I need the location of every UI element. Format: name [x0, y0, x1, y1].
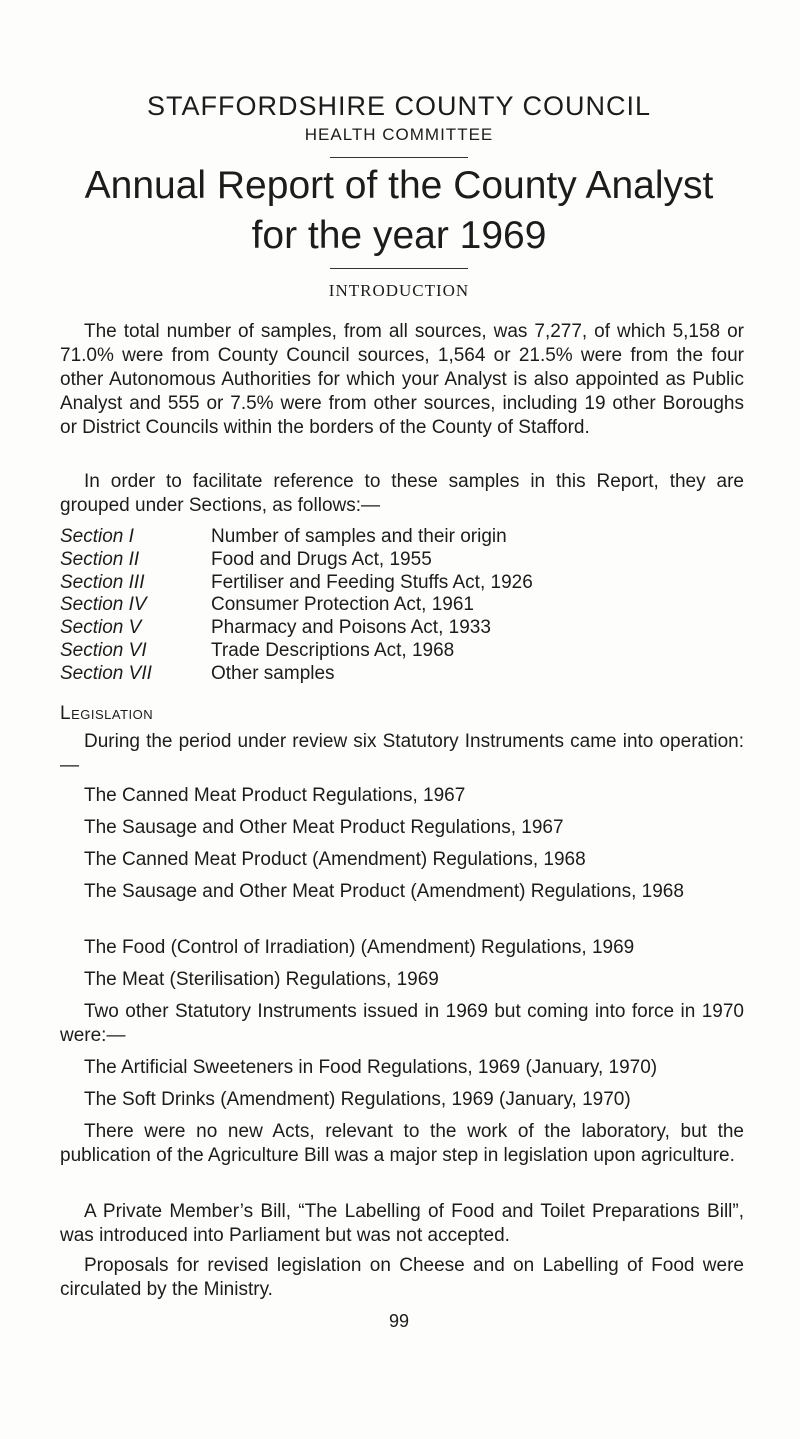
regulation-item: [60, 816, 768, 840]
regulation-text: The Meat (Sterilisation) Regulations, 1969: [84, 969, 439, 990]
regulation-item: [60, 968, 768, 992]
section-label: Section III: [60, 571, 145, 593]
section-description: Consumer Protection Act, 1961: [211, 594, 474, 616]
section-description: Food and Drugs Act, 1955: [211, 548, 432, 570]
regulation-text: The Artificial Sweeteners in Food Regulations, 1969 (January, 1970): [84, 1057, 658, 1078]
regulation-item: [60, 936, 768, 960]
regulation-item: [60, 1088, 768, 1112]
legislation-heading: Legislation: [60, 703, 154, 724]
sections-list: [60, 526, 744, 686]
divider-rule: [330, 268, 468, 269]
regulation-text: The Soft Drinks (Amendment) Regulations, 1969 (January, 1970): [84, 1089, 631, 1110]
section-label: Section I: [60, 526, 134, 547]
section-label: Section II: [60, 548, 140, 570]
section-row: [60, 549, 744, 572]
section-description: Pharmacy and Poisons Act, 1933: [211, 617, 491, 639]
report-title-line-2: for the year 1969: [251, 214, 547, 257]
section-label: Section VI: [60, 639, 147, 661]
section-label: Section VII: [60, 662, 152, 684]
page-number: 99: [388, 1311, 410, 1331]
regulation-item: [60, 784, 768, 808]
section-row: [60, 617, 744, 640]
regulation-item: [60, 848, 768, 872]
introduction-paragraph: The total number of samples, from all sources, was 7,277, of which 5,158 or 71.0% were from County Council sources, 1,564 or 21.5% were from the four other Autonomous Authorities for which your Analyst is also appointed as Public Analyst and 555 or 7.5% were from other sources, including 19 other Boroughs or District Councils within the borders of the County of Stafford.: [60, 321, 744, 438]
section-description: Trade Descriptions Act, 1968: [211, 639, 455, 661]
committee-name: HEALTH COMMITTEE: [304, 125, 494, 144]
other-instruments-paragraph: Two other Statutory Instruments issued in 1969 but coming into force in 1970 were:—: [60, 1001, 744, 1046]
regulation-text: The Sausage and Other Meat Product Regulations, 1967: [84, 817, 564, 838]
divider-rule: [330, 157, 468, 158]
regulation-text: The Food (Control of Irradiation) (Amendment) Regulations, 1969: [84, 937, 635, 958]
sections-intro-paragraph: In order to facilitate reference to these samples in this Report, they are grouped under Sections, as follows:—: [60, 471, 744, 516]
section-row: [60, 663, 744, 686]
section-row: [60, 526, 744, 549]
introduction-heading: INTRODUCTION: [328, 281, 470, 300]
section-description: Number of samples and their origin: [211, 526, 507, 547]
regulation-text: The Sausage and Other Meat Product (Amendment) Regulations, 1968: [84, 881, 684, 902]
legislation-intro-paragraph: During the period under review six Statutory Instruments came into operation:—: [60, 731, 744, 776]
regulation-item: [60, 1056, 768, 1080]
acts-paragraph: There were no new Acts, relevant to the work of the laboratory, but the publication of the Agriculture Bill was a major step in legislation upon agriculture.: [60, 1121, 744, 1166]
regulation-item: [60, 880, 768, 904]
report-title-line-1: Annual Report of the County Analyst: [84, 164, 714, 207]
section-label: Section IV: [60, 594, 147, 616]
section-description: Other samples: [211, 662, 335, 684]
private-bill-paragraph: A Private Member’s Bill, “The Labelling of Food and Toilet Preparations Bill”, was introduced into Parliament but was not accepted.: [60, 1201, 744, 1246]
regulation-text: The Canned Meat Product (Amendment) Regulations, 1968: [84, 849, 586, 870]
section-row: [60, 640, 744, 663]
section-label: Section V: [60, 617, 142, 639]
regulation-text: The Canned Meat Product Regulations, 1967: [84, 785, 466, 806]
section-row: [60, 572, 744, 595]
section-description: Fertiliser and Feeding Stuffs Act, 1926: [211, 571, 533, 593]
section-row: [60, 594, 744, 617]
organisation-title: STAFFORDSHIRE COUNTY COUNCIL: [146, 91, 652, 121]
proposals-paragraph: Proposals for revised legislation on Cheese and on Labelling of Food were circulated by the Ministry.: [60, 1255, 744, 1300]
